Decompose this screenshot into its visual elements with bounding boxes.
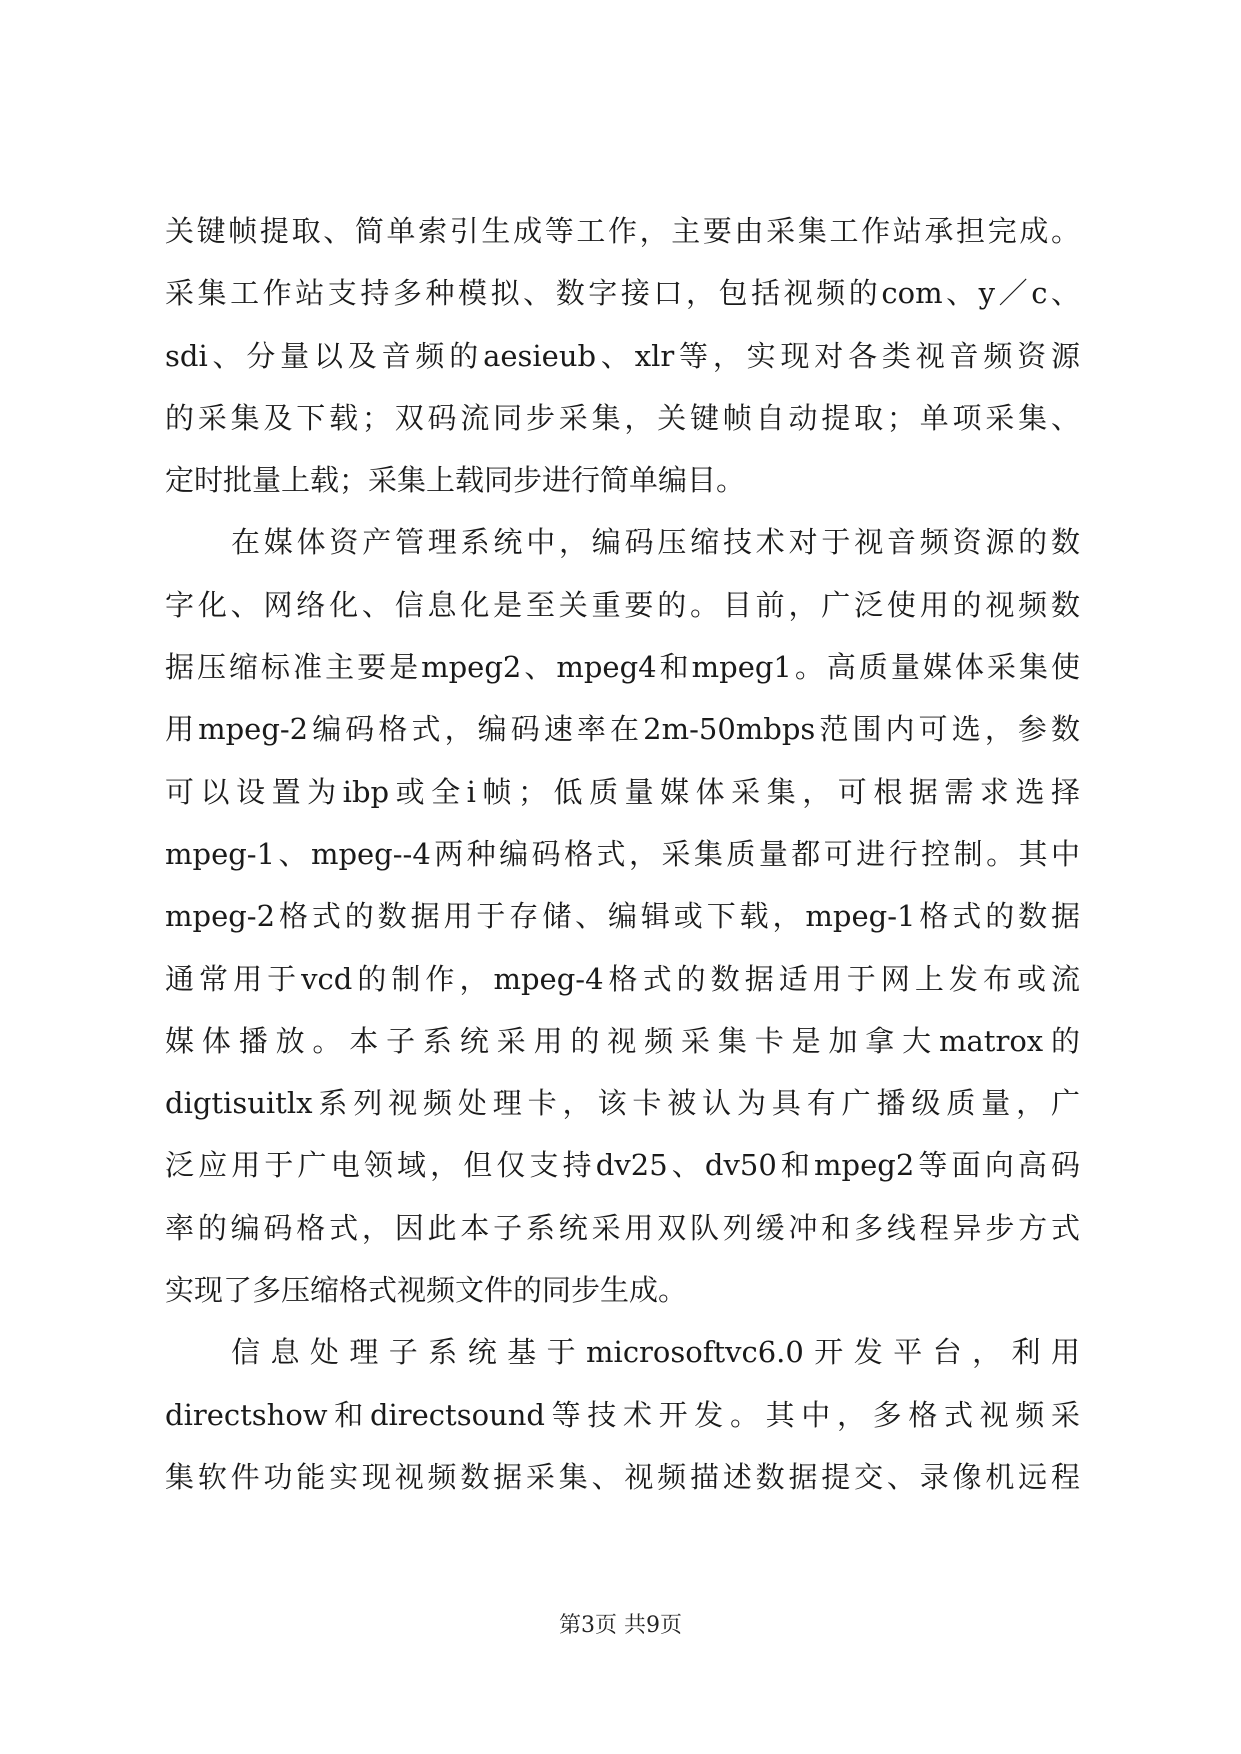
text-line: mpeg-1、mpeg--4两种编码格式，采集质量都可进行控制。其中	[165, 836, 1080, 871]
text-line: mpeg-2格式的数据用于存储、编辑或下载，mpeg-1格式的数据	[165, 899, 1080, 934]
text-line: 定时批量上载；采集上载同步进行简单编目。	[165, 463, 746, 498]
page-number-footer: 第3页 共9页	[559, 1613, 682, 1638]
text-line: 媒体播放。本子系统采用的视频采集卡是加拿大matrox的	[165, 1023, 1080, 1058]
text-line: digtisuitlx系列视频处理卡，该卡被认为具有广播级质量，广	[165, 1086, 1080, 1121]
text-line: sdi、分量以及音频的aesieub、xlr等，实现对各类视音频资源	[165, 338, 1080, 373]
text-line: 据压缩标准主要是mpeg2、mpeg4和mpeg1。高质量媒体采集使	[165, 650, 1080, 685]
text-line: 通常用于vcd的制作，mpeg-4格式的数据适用于网上发布或流	[165, 961, 1080, 996]
text-line: 采集工作站支持多种模拟、数字接口，包括视频的com、y／c、	[165, 276, 1080, 311]
text-line: 关键帧提取、简单索引生成等工作，主要由采集工作站承担完成。	[165, 214, 1080, 248]
text-line: 用mpeg-2编码格式，编码速率在2m-50mbps范围内可选，参数	[165, 712, 1080, 747]
paragraph-first-line: 在媒体资产管理系统中，编码压缩技术对于视音频资源的数	[231, 525, 1080, 560]
body-text	[165, 200, 1080, 1508]
text-line: 集软件功能实现视频数据采集、视频描述数据提交、录像机远程	[165, 1459, 1080, 1494]
text-line: 的采集及下载；双码流同步采集，关键帧自动提取；单项采集、	[165, 400, 1080, 435]
text-line: 泛应用于广电领域，但仅支持dv25、dv50和mpeg2等面向高码	[165, 1148, 1080, 1183]
paragraph-first-line: 信息处理子系统基于microsoftvc6.0开发平台，利用	[231, 1335, 1080, 1370]
text-line: 可以设置为ibp或全i帧；低质量媒体采集，可根据需求选择	[165, 774, 1080, 809]
text-line: directshow和directsound等技术开发。其中，多格式视频采	[165, 1397, 1080, 1432]
text-line: 率的编码格式，因此本子系统采用双队列缓冲和多线程异步方式	[165, 1210, 1080, 1245]
text-line: 实现了多压缩格式视频文件的同步生成。	[165, 1273, 688, 1308]
text-line: 字化、网络化、信息化是至关重要的。目前，广泛使用的视频数	[165, 587, 1080, 622]
